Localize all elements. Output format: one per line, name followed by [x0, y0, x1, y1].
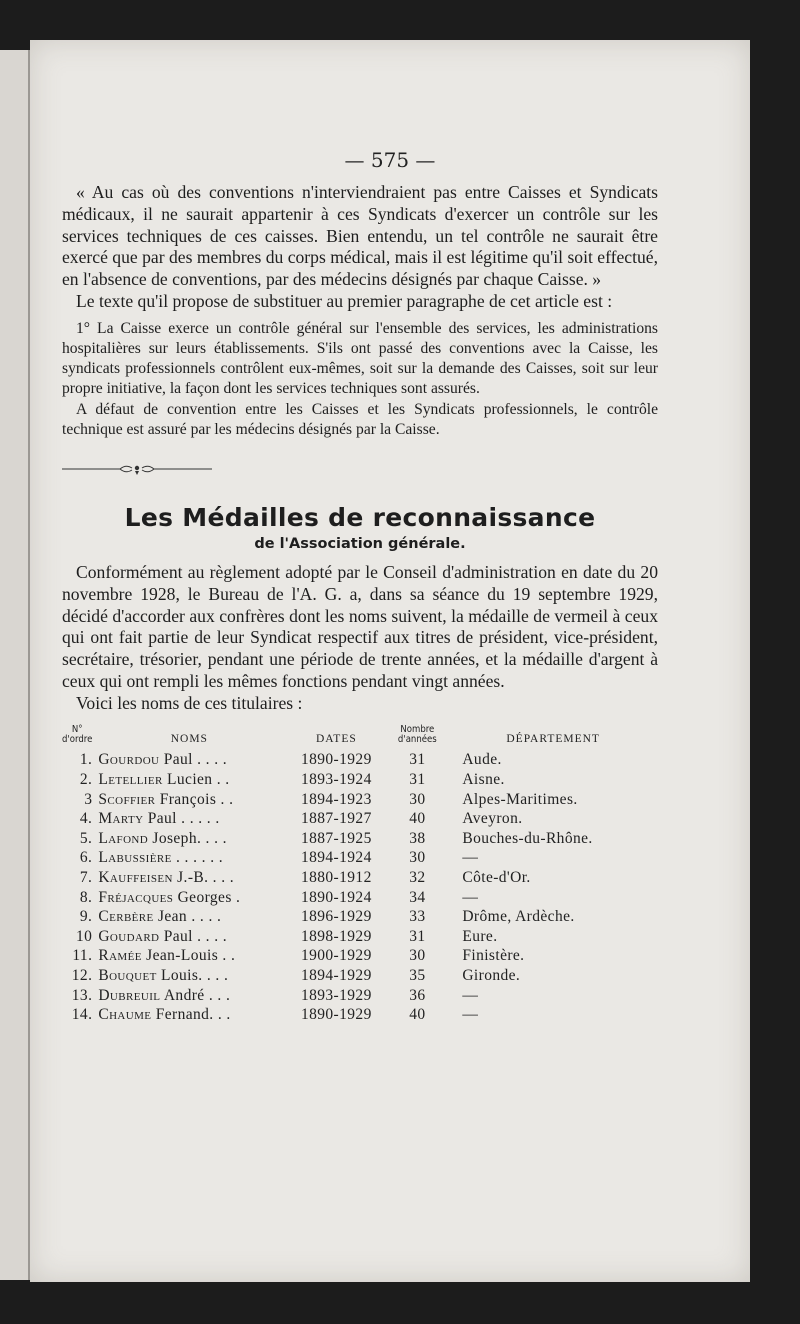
recipient-name — [92, 790, 286, 810]
department: Gironde. — [462, 966, 521, 984]
recipient-surname: Kauffeisen — [98, 868, 173, 886]
recipient-name — [92, 849, 286, 869]
header-years: Nombre d'années — [397, 723, 437, 745]
row-number: 8. — [79, 888, 93, 906]
years-count: 31 — [409, 770, 426, 788]
table-row — [62, 986, 658, 1006]
row-number: 12. — [71, 966, 93, 984]
service-dates: 1896-1929 — [300, 908, 372, 926]
table-row — [62, 1005, 658, 1025]
page-content — [62, 182, 658, 1025]
years-count: 31 — [409, 751, 426, 769]
years-count: 38 — [409, 829, 426, 847]
medal-recipients-table — [62, 725, 658, 1025]
table-row — [62, 947, 658, 967]
dot-leader: . . . . — [187, 908, 222, 926]
years-count: 30 — [409, 849, 426, 867]
service-dates: 1887-1927 — [300, 810, 372, 828]
service-dates: 1893-1929 — [300, 986, 372, 1004]
row-number: 14. — [71, 1006, 93, 1024]
recipient-name — [92, 829, 286, 849]
recipient-surname: Chaume — [98, 1006, 152, 1024]
recipient-name — [92, 947, 286, 967]
header-dates: DATES — [315, 732, 357, 745]
row-number: 13. — [71, 986, 93, 1004]
years-count: 35 — [409, 966, 426, 984]
table-row — [62, 829, 658, 849]
department: Finistère. — [462, 947, 525, 965]
recipient-surname: Fréjacques — [98, 888, 174, 906]
proposal-intro: Le texte qu'il propose de substituer au premier paragraphe de cet article est : — [76, 290, 613, 311]
service-dates: 1890-1929 — [300, 751, 372, 769]
department: — — [462, 888, 479, 906]
department: Alpes-Maritimes. — [462, 790, 578, 808]
recipient-name — [92, 986, 286, 1006]
department: Eure. — [462, 927, 498, 945]
department: Bouches-du-Rhône. — [462, 829, 593, 847]
recipient-surname: Gourdou — [98, 751, 160, 769]
recipient-surname: Marty — [98, 810, 144, 828]
recipient-name — [92, 927, 286, 947]
service-dates: 1898-1929 — [300, 927, 372, 945]
quoted-paragraph: « Au cas où des conventions n'interviendraient pas entre Caisses et Syndicats médicaux, il ne saurait appartenir à ces Syndicats d'exercer un contrôle sur les services techniques de ces caisses. Bien entendu, un tel contrôle ne saurait être exercé que par des membres du corps médical, mais il est légitime qu'il soit effectué, en l'absence de conventions, par des médecins désignés par chaque Caisse. » — [62, 182, 658, 290]
service-dates: 1890-1924 — [300, 888, 372, 906]
recipient-first-name: Georges — [177, 888, 232, 906]
row-number: 9. — [79, 908, 93, 926]
row-number: 6. — [79, 849, 93, 867]
dot-leader: . . . . — [196, 829, 227, 847]
dot-leader: . . . . . . — [176, 849, 224, 867]
service-dates: 1880-1912 — [300, 868, 372, 886]
header-department: DÉPARTEMENT — [506, 732, 600, 745]
table-header-row — [62, 725, 658, 751]
recipient-first-name: Jean-Louis — [146, 947, 219, 965]
recipient-surname: Letellier — [98, 770, 163, 788]
dot-leader: . . . — [209, 1006, 231, 1024]
years-count: 31 — [409, 927, 426, 945]
recipient-surname: Ramée — [98, 947, 142, 965]
recipient-surname: Cerbère — [98, 908, 154, 926]
table-row — [62, 966, 658, 986]
recipient-name — [92, 868, 286, 888]
header-names: NOMS — [170, 732, 208, 745]
dot-leader: . . . . — [192, 751, 228, 769]
recipient-name — [92, 770, 286, 790]
years-count: 30 — [409, 947, 426, 965]
recipient-surname: Dubreuil — [98, 986, 161, 1004]
recipient-first-name: Paul — [147, 810, 177, 828]
table-row — [62, 751, 658, 771]
recipient-surname: Bouquet — [98, 966, 157, 984]
service-dates: 1890-1929 — [300, 1006, 372, 1024]
recipient-surname: Scoffier — [98, 790, 156, 808]
department: — — [462, 849, 479, 867]
recipient-surname: Labussière — [98, 849, 172, 867]
department: Aisne. — [462, 770, 505, 788]
table-row — [62, 790, 658, 810]
book-page — [30, 40, 750, 1282]
years-count: 34 — [409, 888, 426, 906]
recipient-first-name: François — [159, 790, 217, 808]
row-number: 3 — [84, 790, 93, 808]
service-dates: 1893-1924 — [300, 770, 372, 788]
recipient-first-name: Paul — [163, 751, 193, 769]
recipient-first-name: Fernand — [155, 1006, 210, 1024]
service-dates: 1894-1929 — [300, 966, 372, 984]
recipient-first-name: Lucien — [167, 770, 213, 788]
years-count: 40 — [409, 1006, 426, 1024]
table-body — [62, 751, 658, 1025]
recipient-first-name: Jean — [157, 908, 188, 926]
dot-leader: . — [231, 888, 241, 906]
years-count: 36 — [409, 986, 426, 1004]
department: — — [462, 986, 479, 1004]
header-order-number: N° d'ordre — [62, 723, 93, 745]
service-dates: 1900-1929 — [300, 947, 372, 965]
dot-leader: . . — [212, 770, 230, 788]
row-number: 1. — [79, 751, 93, 769]
department: Aveyron. — [462, 810, 523, 828]
rules-paragraph: Conformément au règlement adopté par le Conseil d'administration en date du 20 novembre 1928, le Bureau de l'A. G. a, dans sa séance du 19 septembre 1929, décidé d'accorder aux confrères dont les noms suivent, la médaille de vermeil à ceux qui ont fait partie de leur Syndicat respectif aux titres de président, vice-président, secrétaire, trésorier, pendant une période de trente années, et la médaille d'argent à ceux qui ont rempli les mêmes fonctions pendant vingt années. — [62, 562, 658, 691]
row-number: 10 — [76, 927, 93, 945]
recipient-surname: Lafond — [98, 829, 149, 847]
proposed-article-2: A défaut de convention entre les Caisses et les Syndicats professionnels, le contrôle technique est assuré par les médecins désignés par la Caisse. — [62, 400, 658, 438]
dot-leader: . . . . . — [176, 810, 220, 828]
row-number: 2. — [79, 770, 93, 788]
table-row — [62, 907, 658, 927]
ornament-divider — [62, 462, 212, 476]
recipient-name — [92, 966, 286, 986]
dot-leader: . . . — [208, 868, 235, 886]
table-row — [62, 888, 658, 908]
page-number: — 575 — — [344, 148, 436, 172]
service-dates: 1894-1923 — [300, 790, 372, 808]
table-row — [62, 770, 658, 790]
years-count: 30 — [409, 790, 426, 808]
dot-leader: . . — [218, 947, 236, 965]
row-number: 11. — [72, 947, 93, 965]
table-row — [62, 849, 658, 869]
department: Drôme, Ardèche. — [462, 908, 575, 926]
department: Côte-d'Or. — [462, 868, 531, 886]
recipient-name — [92, 888, 286, 908]
dot-leader: . . — [216, 790, 234, 808]
recipient-name — [92, 809, 286, 829]
row-number: 7. — [79, 868, 93, 886]
facing-page-edge — [0, 50, 30, 1280]
table-row — [62, 927, 658, 947]
department: — — [462, 1006, 479, 1024]
section-subtitle: de l'Association générale. — [254, 536, 466, 552]
row-number: 4. — [79, 810, 93, 828]
service-dates: 1894-1924 — [300, 849, 372, 867]
dot-leader: . . . — [204, 986, 231, 1004]
section-title: Les Médailles de reconnaissance — [124, 503, 596, 532]
years-count: 32 — [409, 868, 426, 886]
table-row — [62, 868, 658, 888]
recipient-first-name: André — [163, 986, 205, 1004]
dot-leader: . . . — [202, 966, 229, 984]
recipient-first-name: Joseph — [152, 829, 197, 847]
years-count: 33 — [409, 908, 426, 926]
department: Aude. — [462, 751, 502, 769]
service-dates: 1887-1925 — [300, 829, 372, 847]
row-number: 5. — [79, 829, 93, 847]
proposed-article-1: 1° La Caisse exerce un contrôle général sur l'ensemble des services, les administrations hospitalières sur leurs établissements. S'ils ont passé des conventions avec la Caisse, les syndicats professionnels contrôlent eux-mêmes, soit sur la demande des Caisses, soit sur leur propre initiative, la façon dont les services techniques sont assurés. — [62, 319, 658, 398]
recipient-first-name: Paul — [163, 927, 193, 945]
dot-leader: . . . . — [192, 927, 228, 945]
table-row — [62, 809, 658, 829]
recipient-name — [92, 907, 286, 927]
recipient-first-name: J.-B. — [177, 868, 209, 886]
years-count: 40 — [409, 810, 426, 828]
recipient-name — [92, 751, 286, 771]
recipient-name — [92, 1005, 286, 1025]
recipient-surname: Goudard — [98, 927, 160, 945]
list-intro: Voici les noms de ces titulaires : — [76, 692, 303, 713]
recipient-first-name: Louis. — [160, 966, 203, 984]
